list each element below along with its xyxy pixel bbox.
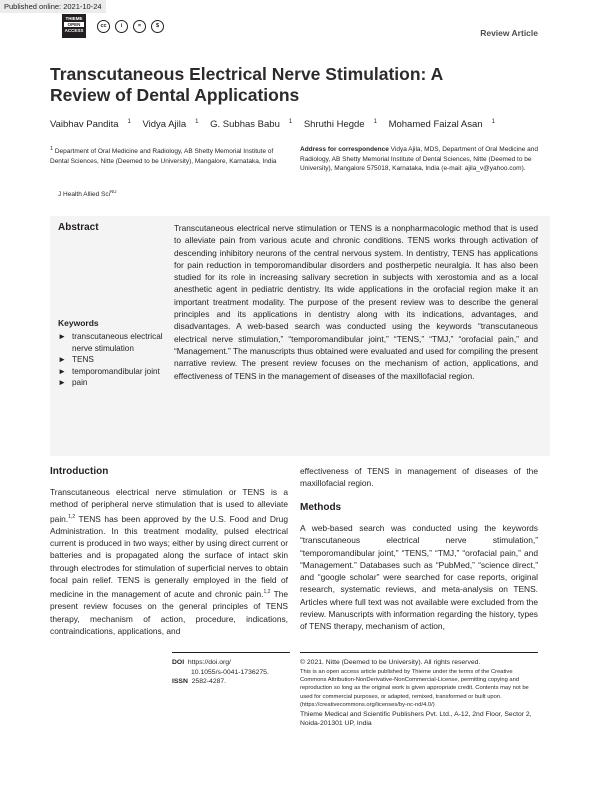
- author-affiliation-mark: 1: [491, 119, 495, 125]
- author-list: [50, 119, 504, 130]
- author-name: Vidya Ajila: [142, 119, 187, 131]
- abstract-heading: Abstract: [58, 222, 99, 233]
- methods-paragraph: A web-based search was conducted using the keywords “transcutaneous electrical nerve stimulation,” “temporomandibular joint,” “TENS,” “TMJ,” “orofacial pain,” and “Management.” Databases such as “PubMed,” “science direct,” and “google scholar” were searched for case reports, original research, systematic reviews, and meta-analysis on TENS. Articles where full text was not available were excluded from the review. Manuscripts with information regarding the history, types of TENS therapy, mechanism of action,: [300, 523, 538, 632]
- introduction-paragraph: [50, 486, 288, 637]
- author-affiliation-mark: 1: [288, 119, 293, 125]
- arrow-bullet-icon: ►: [58, 332, 67, 341]
- citation-mark: 1,2: [263, 589, 271, 596]
- arrow-bullet-icon: ►: [58, 366, 67, 376]
- author-affiliation-mark: 1: [373, 119, 377, 125]
- keywords-heading: Keywords: [58, 318, 99, 328]
- attribution-icon: i: [115, 20, 128, 33]
- issn-line: [172, 677, 290, 687]
- citation-mark: 1,2: [68, 513, 76, 520]
- keyword-text: temporomandibular joint: [72, 366, 160, 376]
- keyword-text: TENS: [72, 355, 94, 364]
- author: [50, 119, 131, 130]
- introduction-continued: effectiveness of TENS in management of diseases of the maxillofacial region.: [300, 466, 538, 489]
- author-name: Shruthi Hegde: [303, 119, 365, 131]
- author-name: G. Subhas Babu: [210, 119, 280, 131]
- correspondence-text: Vidya Ajila, MDS, Department of Oral Medicine and Radiology, AB Shetty Memorial Institute of Dental Sciences, Nitte (Deemed to be University), Mangalore 575018, Karnataka, India (e-mail: ajila_v@yahoo.com).: [300, 146, 538, 172]
- author: [210, 119, 292, 130]
- keyword-text: pain: [72, 378, 88, 387]
- journal-reference: [58, 189, 117, 198]
- doi-block: [172, 658, 290, 687]
- no-derivatives-icon: =: [133, 20, 146, 33]
- journal-sup: NU: [110, 189, 117, 194]
- keyword-list: [58, 331, 168, 389]
- article-title: [50, 64, 550, 106]
- keyword-item: [58, 377, 168, 389]
- keyword-item: [58, 354, 168, 366]
- affiliation-text: Department of Oral Medicine and Radiology, AB Shetty Memorial Institute of Dental Sciences, Nitte (Deemed to be University), Mangalore, Karnataka, India: [50, 148, 277, 165]
- affiliation: [50, 145, 285, 166]
- author-name: Vaibhav Pandita: [50, 119, 119, 131]
- title-line-1: Transcutaneous Electrical Nerve Stimulation: A: [50, 64, 444, 84]
- arrow-bullet-icon: ►: [58, 355, 67, 364]
- doi-url: https://doi.org/: [187, 659, 231, 666]
- copyright-line: © 2021. Nitte (Deemed to be University). All rights reserved.: [300, 659, 481, 666]
- intro-text-part-2: TENS has been approved by the U.S. Food and Drug Administration. In this treatment modality, pulsed electrical current is produced in two ways; either by using direct current or batteries and is propagated along the surface of intact skin through electrodes for stimulation of superficial nerves to obtain focal pain relief. TENS is generally employed in the field of medicine in the management of acute and chronic pain.: [50, 513, 288, 599]
- copyright-block: [300, 658, 540, 729]
- cc-icon: cc: [97, 20, 110, 33]
- affiliation-mark: 1: [50, 146, 54, 152]
- published-online-banner: Published online: 2021-10-24: [0, 0, 106, 13]
- keyword-item: [58, 366, 168, 378]
- license-text: This is an open access article published by Thieme under the terms of the Creative Commons Attribution-NonDerivative-NonCommercial-License, permitting copying and reproduction so long as the original work is given appropriate credit. Contents may not be used for commercial purposes, or adapted, remixed, transformed or built upon. (https://creativecommons.org/licenses/by-nc-nd/4.0/): [300, 668, 529, 709]
- title-line-2: Review of Dental Applications: [50, 85, 300, 105]
- article-type: Review Article: [480, 28, 538, 38]
- doi-label: DOI: [172, 659, 185, 666]
- footer-divider-left: [172, 652, 290, 653]
- keyword-item: [58, 331, 168, 354]
- intro-text-part-3: The present review focuses on the general principles of TENS therapy, mechanism of action, procedure, indications, contraindications, applications, and: [50, 588, 289, 636]
- publisher-address: Thieme Medical and Scientific Publishers Pvt. Ltd., A-12, 2nd Floor, Sector 2, Noida-201301 UP, India: [300, 710, 532, 728]
- author: [389, 119, 495, 130]
- author: [142, 119, 198, 130]
- introduction-heading: Introduction: [50, 466, 109, 477]
- logo-text-access: ACCESS: [64, 28, 84, 33]
- issn-label: ISSN: [172, 678, 188, 686]
- thieme-open-access-logo: [62, 14, 86, 38]
- logo-text-open: OPEN: [64, 22, 84, 27]
- issn-value: 2582-4287.: [191, 678, 227, 686]
- logo-text-thieme: THIEME: [65, 16, 83, 21]
- author-affiliation-mark: 1: [127, 119, 131, 125]
- doi-number: 10.1055/s-0041-1736275.: [191, 668, 269, 676]
- arrow-bullet-icon: ►: [58, 378, 67, 387]
- keyword-text: transcutaneous electrical nerve stimulation: [72, 332, 163, 353]
- journal-name: J Health Allied Sci: [58, 191, 111, 199]
- author: [304, 119, 377, 130]
- footer-divider-right: [300, 652, 538, 653]
- methods-heading: Methods: [300, 502, 342, 513]
- doi-line: [172, 658, 290, 668]
- correspondence-label: Address for correspondence: [300, 146, 389, 153]
- author-name: Mohamed Faizal Asan: [388, 119, 483, 131]
- author-affiliation-mark: 1: [195, 119, 199, 125]
- correspondence: [300, 145, 540, 174]
- non-commercial-icon: $: [151, 20, 164, 33]
- abstract-text: Transcutaneous electrical nerve stimulation or TENS is a nonpharmacologic method that is used to alleviate pain from various acute and chronic conditions. TENS works through activation of descending inhibitory neurons of the central nervous system. In dentistry, TENS has applications for pain reduction in temporomandibular disorders and postherpetic neuralgia. It has also been studied for its role in increasing salivary secretion in subjects with xerostomia and as a local anesthetic agent in pediatric dentistry. Its wide applications in the orofacial region make it an important treatment modality. The purpose of the present review was to describe the general principles and its applications in dentistry along with its indications, advantages, and disadvantages. A web-based search was conducted using the keywords “transcutaneous electrical nerve stimulation,” “temporomandibular joint,” “TENS,” “TMJ,” “orofacial pain,” and “Management.” The manuscripts thus obtained were evaluated and used for compiling the present narrative review. The present review focuses on the mechanism of action, applications, and effectiveness of TENS in the management of diseases of the maxillofacial region.: [174, 223, 538, 381]
- intro-text-part-1: Transcutaneous electrical nerve stimulation or TENS is a method of peripheral nerve stimulation that is used to alleviate pain.: [50, 487, 288, 524]
